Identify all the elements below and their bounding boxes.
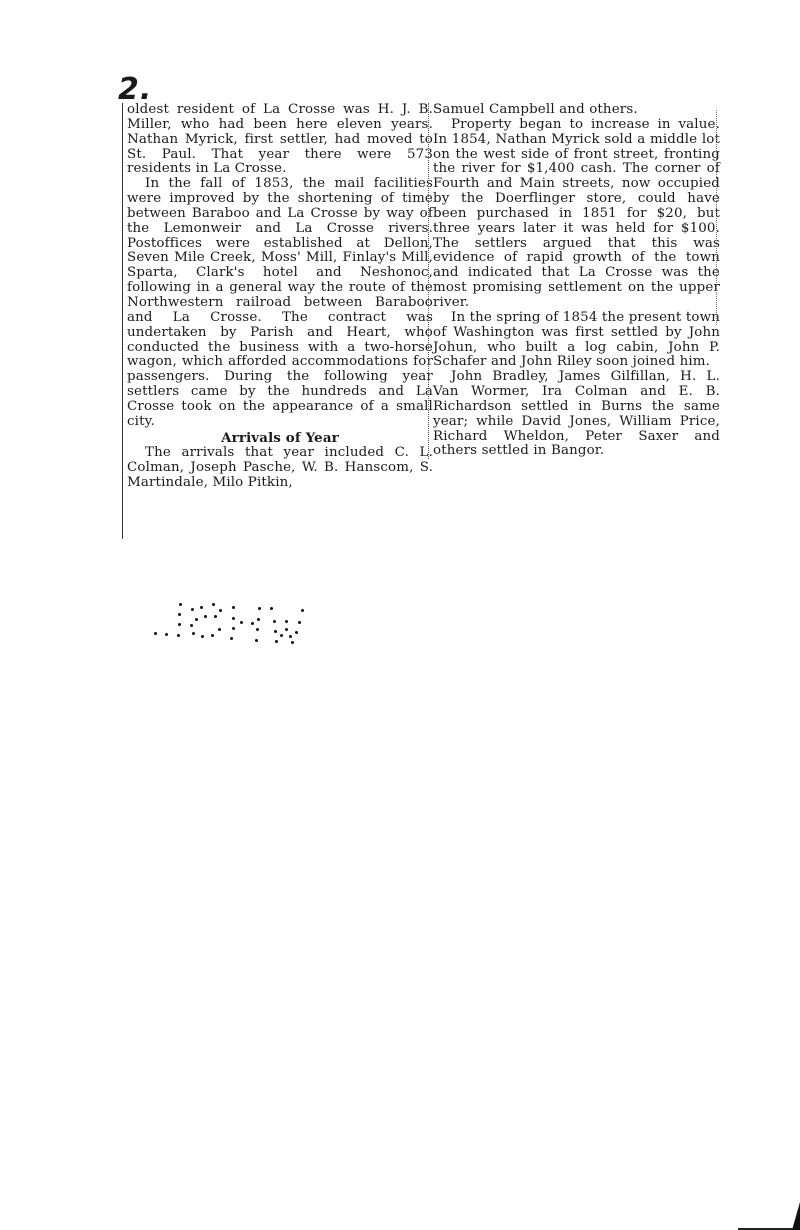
section-subheading: Arrivals of Year (221, 429, 339, 446)
page-number: 2. (118, 72, 153, 107)
column-rule (716, 110, 718, 325)
paragraph: In the spring of 1854 the present town of Washington was first settled by John Johun, who built a log cabin, John P. Schafer and John Riley soon joined him. (433, 309, 720, 370)
dotted-mark (140, 590, 310, 645)
paragraph: Samuel Campbell and others. (433, 102, 638, 117)
scan-corner-mark (792, 1202, 800, 1230)
paragraph: John Bradley, James Gilfillan, H. L. Van Wormer, Ira Colman and E. B. Richardson settled in Burns the same year; while David Jones, William Price, Richard Wheldon, Peter Saxer and others settled in Bangor. (433, 369, 720, 459)
paragraph: oldest resident of La Crosse was H. J. B. Miller, who had been here eleven years. Nathan Myrick, first settler, had moved to St. Paul. That year there were 573 residents in La Crosse. (127, 102, 433, 177)
right-text-column (428, 103, 720, 459)
paragraph: The arrivals that year included C. L. Colman, Joseph Pasche, W. B. Hanscom, S. Martindale, Milo Pitkin, (127, 445, 433, 491)
paragraph: Property began to increase in value. In 1854, Nathan Myrick sold a middle lot on the west side of front street, fronting the river for $1,400 cash. The corner of Fourth and Main streets, now occupied by the Doerflinger store, could have been purchased in 1851 for $20, but three years later it was held for $100. The settlers argued that this was evidence of rapid growth of the town and indicated that La Crosse was the most promising settlement on the upper river. (433, 116, 720, 310)
paragraph: In the fall of 1853, the mail facilities were improved by the shortening of time between Baraboo and La Crosse by way of the Lemonweir and La Crosse rivers. Postoffices were established at Dellon, Seven Mile Creek, Moss' Mill, Finlay's Mill, Sparta, Clark's hotel and Neshonoc, following in a general way the route of the Northwestern railroad between Baraboo and La Crosse. The contract was undertaken by Parish and Heart, who conducted the business with a two-horse wagon, which afforded accommodations for passengers. During the following year settlers came by the hundreds and La Crosse took on the appearance of a small city. (127, 176, 433, 429)
left-text-column (122, 103, 433, 539)
